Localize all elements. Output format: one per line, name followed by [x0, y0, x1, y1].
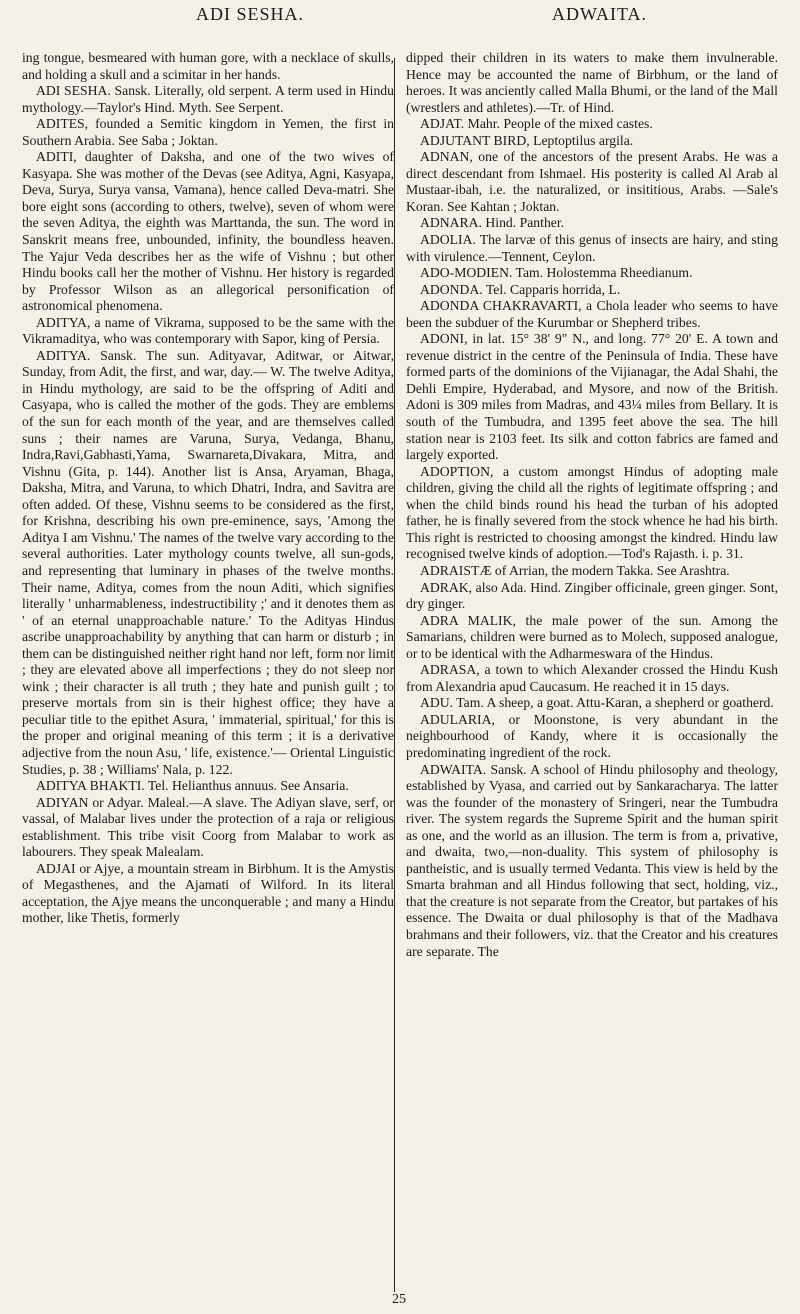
entry-paragraph: ADITYA, a name of Vikrama, supposed to be the same with the Vikramaditya, who was contemporary with Sapor, king of Persia.: [22, 314, 394, 347]
column-divider: [394, 58, 395, 1292]
entry-paragraph: ADIYAN or Adyar. Maleal.—A slave. The Adiyan slave, serf, or vassal, of Malabar lives under the protection of a raja or religious establishment. This tribe visit Coorg from Malabar to work as labourers. They speak Malealam.: [22, 794, 394, 860]
entry-paragraph: ADITYA. Sansk. The sun. Adityavar, Aditwar, or Aitwar, Sunday, from Adit, the first, and war, day.— W. The twelve Aditya, in Hindu mythology, are said to be the offspring of Aditi and Casyapa, who is called the mother of the gods. They are emblems of the sun for each month of the year, and are themselves called suns ; their names are Varuna, Surya, Vedanga, Bhanu, Indra,Ravi,Gabhasti,Yama, Swarnareta,Divakara, Mitra, and Vishnu (Gita, p. 144). Another list is Ansa, Aryaman, Bhaga, Daksha, Mitra, and Varuna, to which Dhatri, Indra, and Savitra are often added. Of these, Vishnu seems to be considered as the first, for Krishna, describing his own pre-eminence, says, 'Among the Aditya I am Vishnu.' The names of the twelve vary according to the several authorities. Later mythology counts twelve, all sun-gods, and representing that luminary in phases of the twelve months. Their name, Aditya, comes from the noun Aditi, which signifies literally ' unharmableness, indestructibility ;' and it denotes them as ' of an eternal unapproachable nature.' To the Adityas Hindus ascribe unapproachability by anything that can harm or disturb ; in them can be distinguished neither right hand nor left, form nor limit ; they are elevated above all imperfections ; they do not sleep nor wink ; their character is all truth ; they hate and punish guilt ; to preserve mortals from sin is their highest office; they have a peculiar title to the epithet Asura, ' immaterial, spiritual,' for this is the proper and original meaning of this term ; it is a derivative adjective from the noun Asu, ' life, existence.'— Oriental Linguistic Studies, p. 38 ; Williams' Nala, p. 122.: [22, 347, 394, 777]
entry-paragraph: ADWAITA. Sansk. A school of Hindu philosophy and theology, established by Vyasa, and carried out by Sankaracharya. The latter was the founder of the monastery of Sringeri, near the Tumbudra river. The system regards the Supreme Spirit and the human spirit as one, and the world as an illusion. The term is from a, privative, and dwaita, two,—non-duality. This system of philosophy is pantheistic, and is usually termed Vedanta. This view is held by the Smarta brahman and all Hindus following that sect, holding, viz., that the creature is not separate from the Creator, but partakes of his essence. The Dwaita or dual philosophy is that of the Madhava brahmans and their followers, viz. that the Creator and his creatures are separate. The: [406, 761, 778, 959]
entry-paragraph: ADONI, in lat. 15° 38' 9" N., and long. 77° 20' E. A town and revenue district in the centre of the Peninsula of India. These have formed parts of the dominions of the Vijianagar, the Adal Shahi, the Dehli Empire, Hyderabad, and Mysore, and now of the British. Adoni is 309 miles from Madras, and 43¼ miles from Bellary. It is south of the Tumbudra, and 1395 feet above the sea. The hill station near is 2103 feet. Its silk and cotton fabrics are famed and largely exported.: [406, 331, 778, 463]
entry-paragraph: ADRAISTÆ of Arrian, the modern Takka. See Arashtra.: [420, 562, 730, 578]
entry-paragraph: ADU. Tam. A sheep, a goat. Attu-Karan, a shepherd or goatherd.: [420, 695, 774, 711]
entry-paragraph: ing tongue, besmeared with human gore, with a necklace of skulls, and holding a skull and a scimitar in her hands.: [22, 50, 394, 82]
entry-paragraph: ADJAI or Ajye, a mountain stream in Birbhum. It is the Amystis of Megasthenes, and the Ajamati of Wilford. In its literal acceptation, the Ajye means the unconquerable ; and many a Hindu mother, like Thetis, formerly: [22, 860, 394, 926]
entry-paragraph: ADONDA CHAKRAVARTI, a Chola leader who seems to have been the subduer of the Kurumbar or Shepherd tribes.: [406, 298, 778, 330]
entry-paragraph: ADOPTION, a custom amongst Hindus of adopting male children, giving the child all the rights of legitimate offspring ; and when the child binds round his head the turban of his adopted father, he is finally severed from the stock whence he had his birth. This right is restricted to choosing amongst the kindred. Hindu law recognised twelve kinds of adoption.—Tod's Rajasth. i. p. 31.: [406, 463, 778, 562]
entry-paragraph: ADRA MALIK, the male power of the sun. Among the Samarians, children were burned as to Molech, supposed analogue, or to be identical with the Adharmeswara of the Hindus.: [406, 612, 778, 661]
page-number: 25: [392, 1292, 406, 1307]
entry-paragraph: dipped their children in its waters to make them invulnerable. Hence may be accounted the name of Birbhum, or the land of heroes. It was anciently called Malla Bhumi, or the land of the Mall (wrestlers and athletes).—Tr. of Hind.: [406, 50, 778, 115]
entry-paragraph: ADJUTANT BIRD, Leptoptilus argila.: [420, 132, 634, 148]
entry-paragraph: ADONDA. Tel. Capparis horrida, L.: [420, 281, 621, 297]
left-column: [22, 50, 394, 927]
entry-paragraph: ADITES, founded a Semitic kingdom in Yemen, the first in Southern Arabia. See Saba ; Joktan.: [22, 116, 394, 148]
entry-paragraph: ADJAT. Mahr. People of the mixed castes.: [420, 116, 653, 132]
running-header-left: ADI SESHA.: [196, 4, 305, 24]
entry-paragraph: ADULARIA, or Moonstone, is very abundant in the neighbourhood of Kandy, where it is occasionally the predominating ingredient of the rock.: [406, 711, 778, 760]
entry-paragraph: ADITI, daughter of Daksha, and one of the two wives of Kasyapa. She was mother of the Devas (see Aditya, Agni, Kasyapa, Deva, Surya, Surya vansa, Vamana), hence called Deva-matri. She bore eight sons (according to others, twelve), seven of whom were the seven Aditya, the eighth was Marttanda, the sun. The word in Sanskrit means free, unbounded, infinity, the boundless heaven. The Yajur Veda describes her as the wife of Vishnu ; but other Hindu books call her the mother of Vishnu. Her history is regarded by Professor Wilson as an allegorical personification of astronomical phenomena.: [22, 149, 394, 314]
entry-paragraph: ADO-MODIEN. Tam. Holostemma Rheedianum.: [420, 265, 693, 281]
entry-paragraph: ADRASA, a town to which Alexander crossed the Hindu Kush from Alexandria apud Caucasum. He reached it in 15 days.: [406, 662, 778, 694]
right-column: [406, 50, 778, 960]
entry-paragraph: ADOLIA. The larvæ of this genus of insects are hairy, and sting with virulence.—Tennent, Ceylon.: [406, 232, 778, 264]
entry-paragraph: ADNARA. Hind. Panther.: [420, 215, 565, 231]
entry-paragraph: ADRAK, also Ada. Hind. Zingiber officinale, green ginger. Sont, dry ginger.: [406, 579, 778, 612]
entry-paragraph: ADI SESHA. Sansk. Literally, old serpent. A term used in Hindu mythology.—Taylor's Hind. Myth. See Serpent.: [22, 83, 394, 115]
entry-paragraph: ADNAN, one of the ancestors of the present Arabs. He was a direct descendant from Ishmael. His posterity is called Al Arab al Mustaar-ibah, i.e. the naturalized, or insititious, Arabs. —Sale's Koran. See Kahtan ; Joktan.: [406, 149, 778, 214]
entry-paragraph: ADITYA BHAKTI. Tel. Helianthus annuus. See Ansaria.: [36, 778, 349, 794]
running-header-right: ADWAITA.: [552, 4, 648, 24]
